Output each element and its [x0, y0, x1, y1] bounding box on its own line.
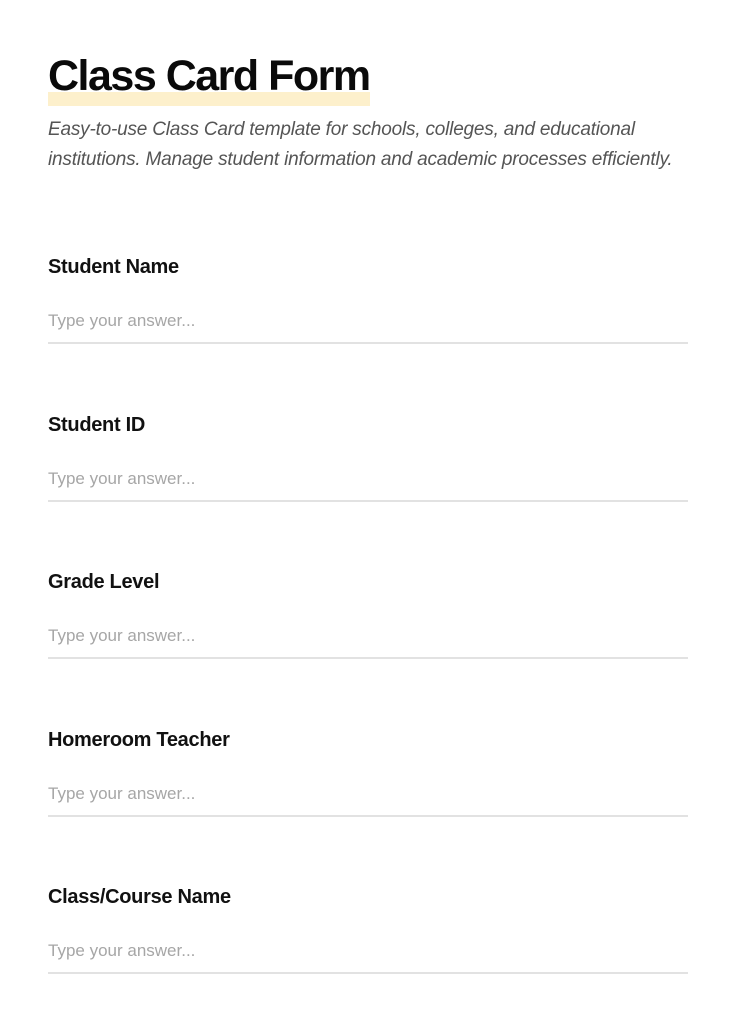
field-student-id	[48, 412, 688, 522]
student-name-input[interactable]	[48, 300, 688, 344]
grade-level-input[interactable]	[48, 615, 688, 659]
class-course-name-input[interactable]	[48, 930, 688, 974]
student-id-input[interactable]	[48, 458, 688, 502]
page-title: Class Card Form	[48, 52, 370, 100]
field-grade-level	[48, 569, 688, 679]
student-name-label: Student Name	[48, 256, 179, 278]
student-id-label: Student ID	[48, 414, 145, 436]
homeroom-teacher-input[interactable]	[48, 773, 688, 817]
form-title-block	[48, 50, 370, 102]
class-course-name-label: Class/Course Name	[48, 886, 231, 908]
homeroom-teacher-label: Homeroom Teacher	[48, 729, 230, 751]
field-class-course-name	[48, 884, 688, 994]
grade-level-label: Grade Level	[48, 571, 160, 593]
field-homeroom-teacher	[48, 727, 688, 837]
field-student-name	[48, 254, 688, 364]
form-description: Easy-to-use Class Card template for schools, colleges, and educational institutions. Manage student information and academic processes efficiently.	[48, 119, 673, 170]
